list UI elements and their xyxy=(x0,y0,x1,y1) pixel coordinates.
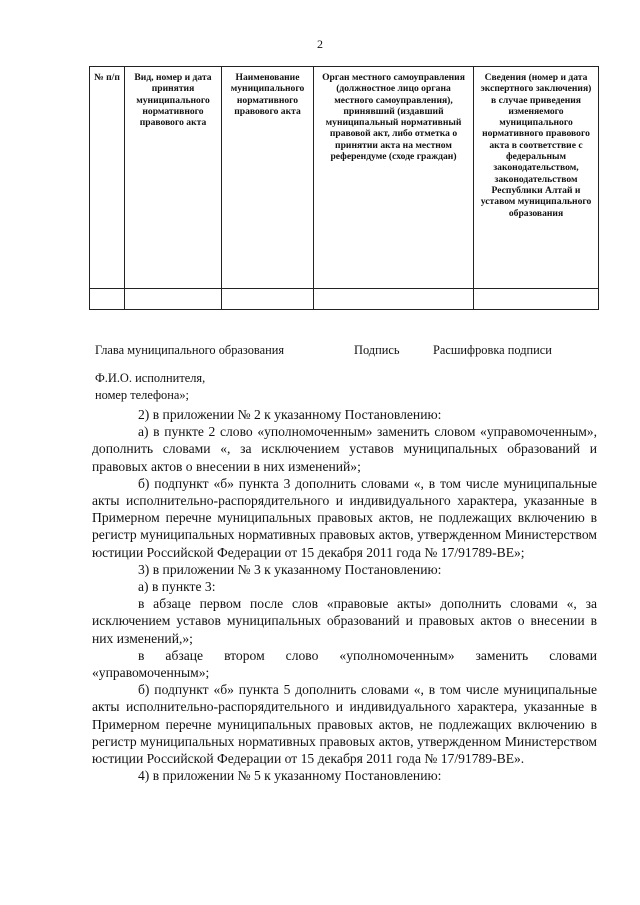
column-header-number: № п/п xyxy=(90,67,125,289)
executor-phone-line: номер телефона»; xyxy=(95,388,189,402)
column-header-authority: Орган местного самоуправления (должностное лицо органа местного самоуправления), принявший (издавший муниципальный нормативный правовой акт, либо отметка о принятии акта на местном референдуме (сходе граждан) xyxy=(314,67,474,289)
document-body xyxy=(92,406,597,784)
paragraph: б) подпункт «б» пункта 3 дополнить словами «, в том числе муниципальные акты исполнительно-распорядительного и индивидуального характера, указанные в Примерном перечне муниципальных правовых актов, не подлежащих включению в регистр муниципальных нормативных правовых актов, утвержденном Министерством юстиции Российской Федерации от 15 декабря 2011 года № 17/91789-ВЕ»; xyxy=(92,475,597,560)
paragraph: 2) в приложении № 2 к указанному Постановлению: xyxy=(138,407,442,422)
paragraph: а) в пункте 3: xyxy=(138,579,216,595)
paragraph: в абзаце первом после слов «правовые акты» дополнить словами «, за исключением уставов муниципальных образований и правовых актов о внесении в них изменений,»; xyxy=(92,596,597,646)
table-cell xyxy=(90,289,125,310)
signature-decode-label: Расшифровка подписи xyxy=(433,343,552,357)
signature-label: Подпись xyxy=(354,343,400,357)
executor-block xyxy=(95,370,205,404)
table-header-row xyxy=(90,67,599,289)
paragraph: 3) в приложении № 3 к указанному Постановлению: xyxy=(138,561,442,577)
column-header-expert-info: Сведения (номер и дата экспертного заключения) в случае приведения изменяемого муниципального нормативного правового акта в соответствие с федеральным законодательством, законодательством Республики Алтай и уставом муниципального образования xyxy=(474,67,599,289)
table-cell xyxy=(474,289,599,310)
table-cell xyxy=(314,289,474,310)
page-number: 2 xyxy=(317,37,323,51)
head-label: Глава муниципального образования xyxy=(95,343,285,357)
table-cell xyxy=(125,289,222,310)
column-header-act-name: Наименование муниципального нормативного правового акта xyxy=(222,67,314,289)
executor-name-line: Ф.И.О. исполнителя, xyxy=(95,371,206,385)
paragraph: а) в пункте 2 слово «уполномоченным» заменить словом «управомоченным», дополнить словами «, за исключением уставов муниципальных образований и правовых актов о внесении в них изменений»; xyxy=(92,424,597,474)
paragraph: 4) в приложении № 5 к указанному Постановлению: xyxy=(138,768,442,784)
column-header-act-type: Вид, номер и дата принятия муниципального нормативного правового акта xyxy=(125,67,222,289)
paragraph: в абзаце втором слово «уполномоченным» заменить словами «управомоченным»; xyxy=(92,647,597,681)
paragraph: б) подпункт «б» пункта 5 дополнить словами «, в том числе муниципальные акты исполнительно-распорядительного и индивидуального характера, указанные в Примерном перечне муниципальных правовых актов, не подлежащих включению в регистр муниципальных нормативных правовых актов, утвержденном Министерством юстиции Российской Федерации от 15 декабря 2011 года № 17/91789-ВЕ». xyxy=(92,682,597,767)
registry-table xyxy=(89,66,599,310)
table-empty-row xyxy=(90,289,599,310)
table-cell xyxy=(222,289,314,310)
